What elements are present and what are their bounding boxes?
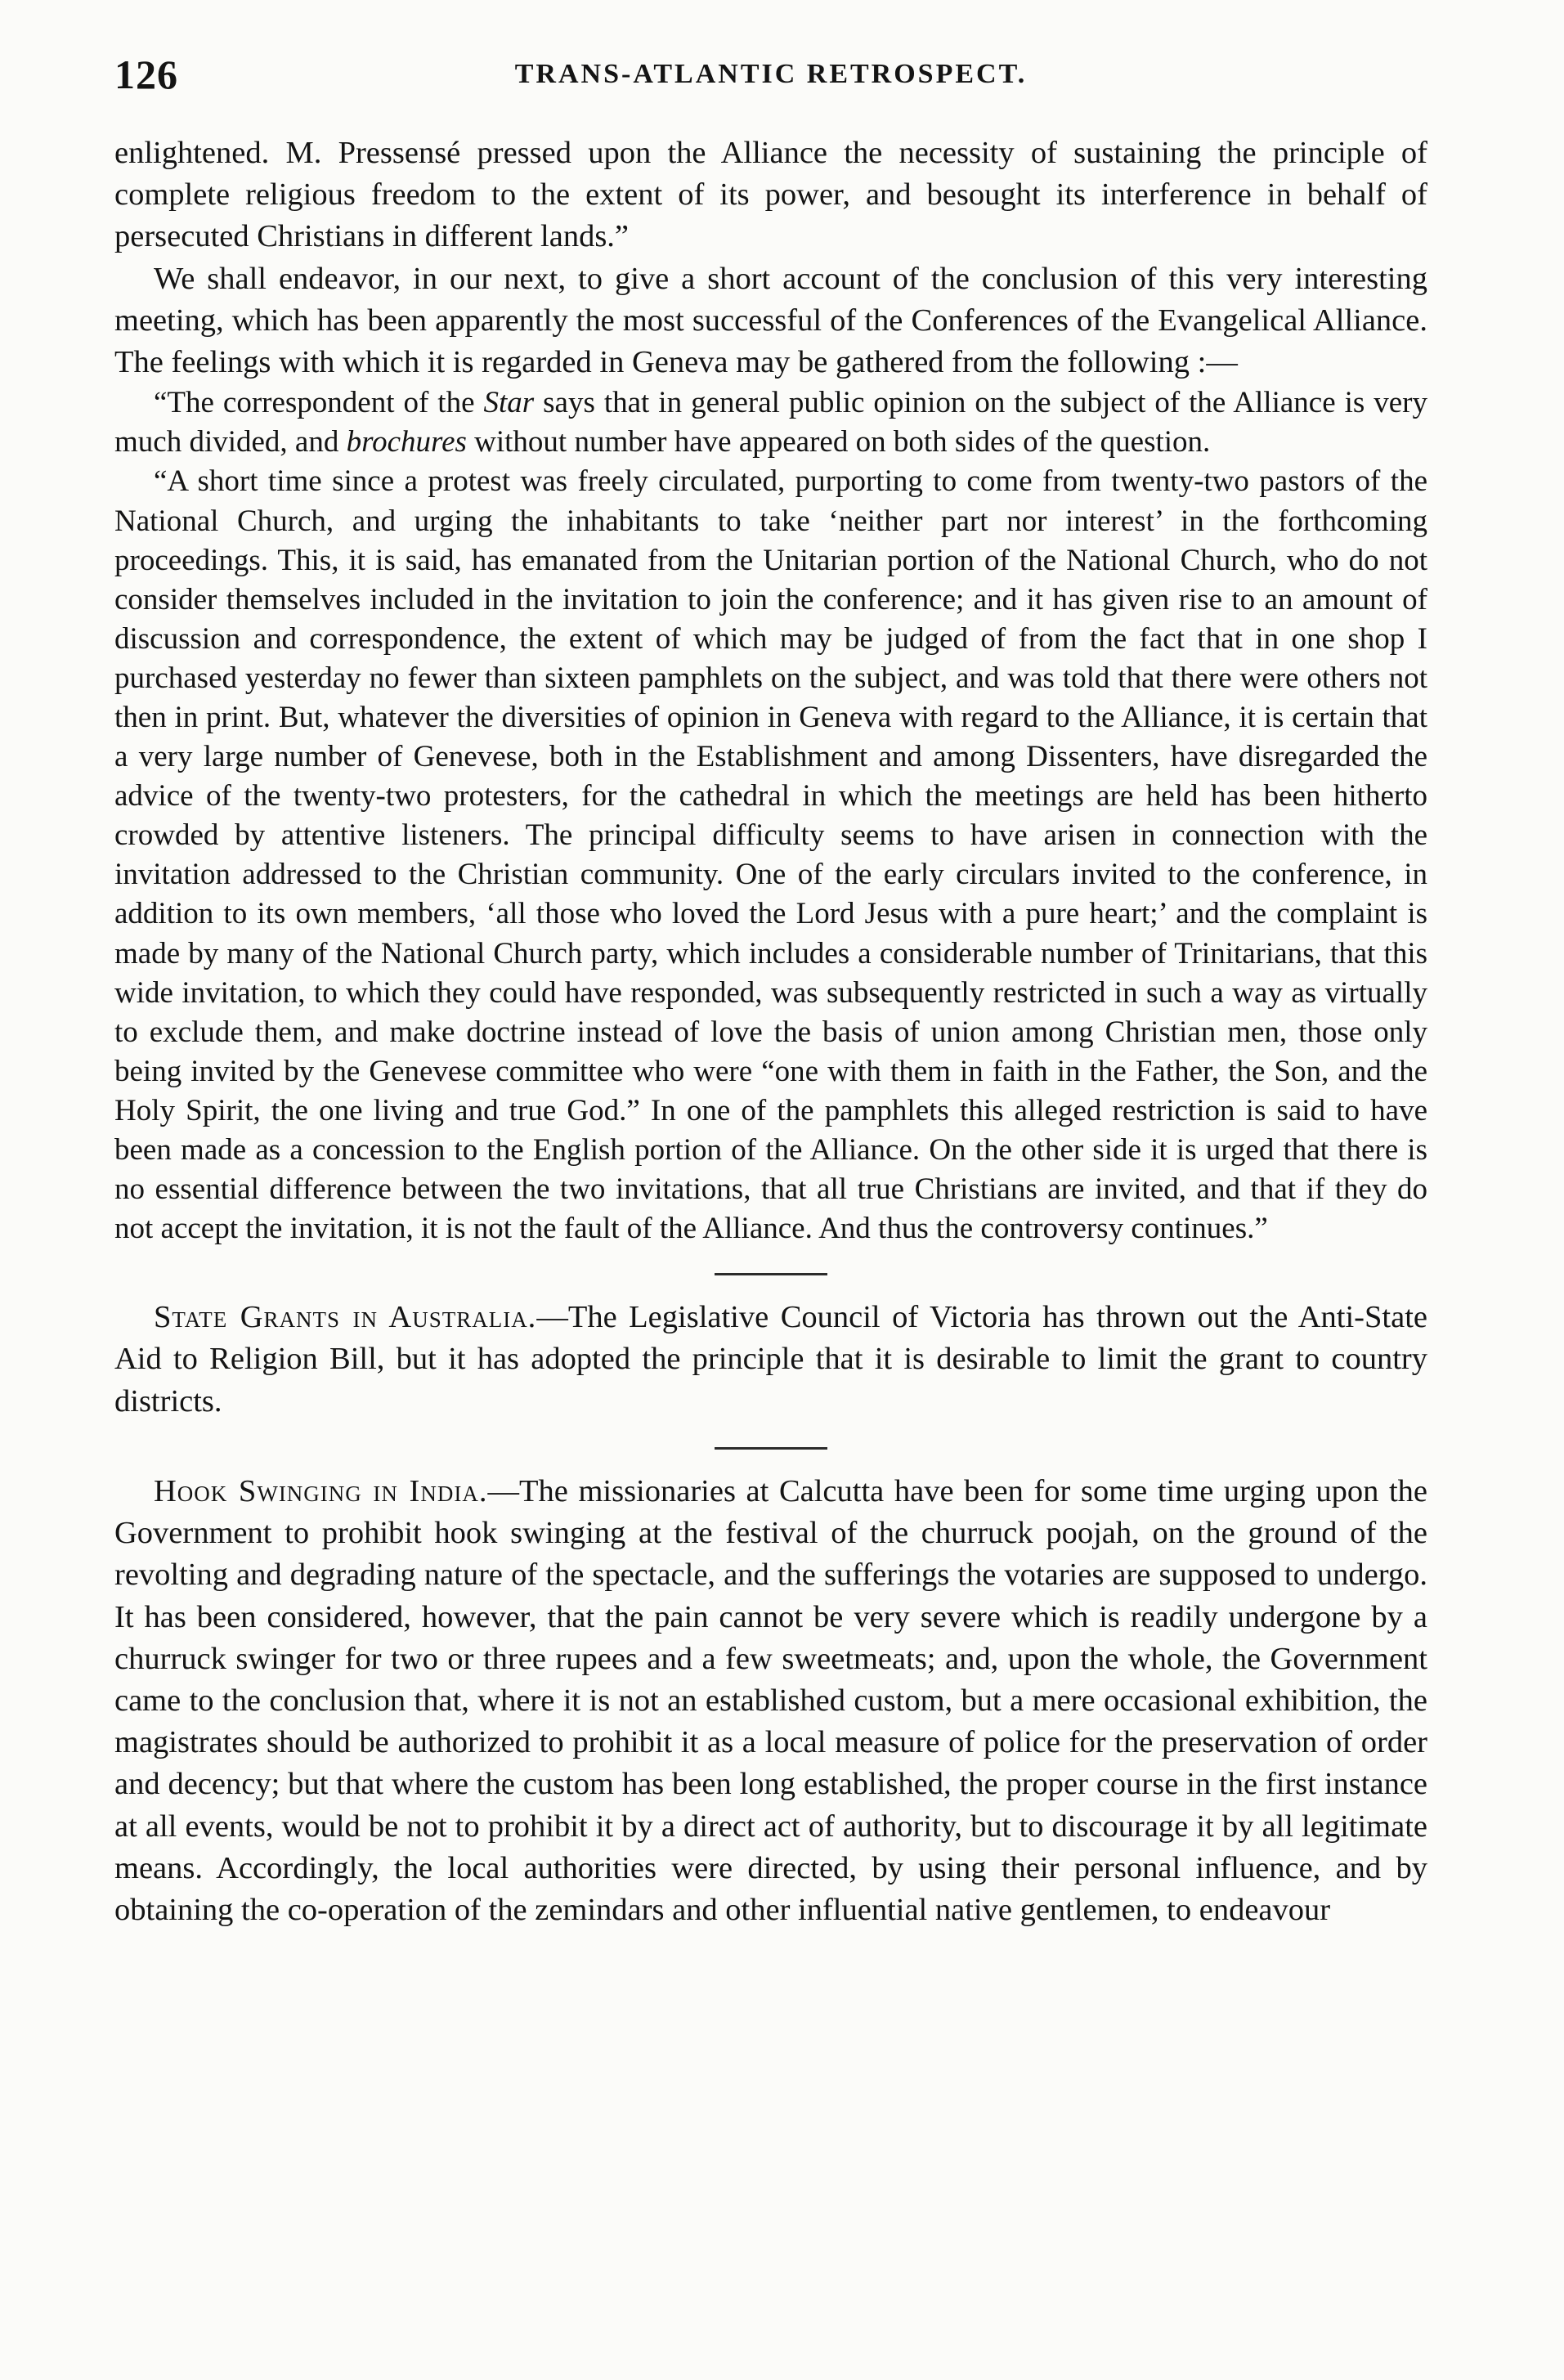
italic-term: brochures bbox=[346, 425, 467, 459]
page-body bbox=[114, 132, 1427, 1931]
running-head bbox=[114, 43, 1427, 100]
quote-protest: “A short time since a protest was freely circulated, purporting to come from twenty-two pastors of the National Church, and urging the inhabitants to take ‘neither part nor interest’ in the forthcoming proceedings. This, it is said, has emanated from the Unitarian portion of the National Church, who do not consider themselves included in the invitation to join the conference; and it has given rise to an amount of discussion and correspondence, the extent of which may be judged of from the fact that in one shop I purchased yesterday no fewer than sixteen pamphlets on the subject, and was told that there were others not then in print. But, whatever the diversities of opinion in Geneva with regard to the Alliance, it is certain that a very large number of Genevese, both in the Establishment and among Dissenters, have disregarded the advice of the twenty-two protesters, for the cathedral in which the meetings are held has been hitherto crowded by attentive listeners. The principal difficulty seems to have arisen in connection with the invitation addressed to the Christian community. One of the early circulars invited to the conference, in addition to its own members, ‘all those who loved the Lord Jesus with a pure heart;’ and the complaint is made by many of the National Church party, which includes a considerable number of Trinitarians, that this wide invitation, to which they could have responded, was subsequently restricted in such a way as virtually to exclude them, and make doctrine instead of love the basis of union among Christian men, those only being invited by the Genevese committee who were “one with them in faith in the Father, the Son, and the Holy Spirit, the one living and true God.” In one of the pamphlets this alleged restriction is said to have been made as a concession to the English portion of the Alliance. On the other side it is urged that there is no essential difference between the two invitations, that all true Christians are invited, and that if they do not accept the invitation, it is not the fault of the Alliance. And thus the controversy continues.” bbox=[114, 464, 1427, 1246]
paragraph-geneva-feelings: We shall endeavor, in our next, to give a short account of the conclusion of this very interesting meeting, which has been apparently the most successful of the Conferences of the Evangelical Alliance. The feelings with which it is regarded in Geneva may be gathered from the following :— bbox=[114, 261, 1427, 380]
section-divider bbox=[715, 1273, 827, 1275]
section-divider bbox=[715, 1447, 827, 1450]
quote-text: says that in general public opinion on the subject of the Alliance is very much divided, and bbox=[114, 386, 1427, 459]
section-heading: State Grants in Australia. bbox=[154, 1300, 537, 1335]
paragraph-alliance-conclusion: enlightened. M. Pressensé pressed upon the Alliance the necessity of sustaining the principle of complete religious freedom to the extent of its power, and besought its interference in behalf of persecuted Christians in different lands.” bbox=[114, 136, 1427, 254]
newspaper-title: Star bbox=[483, 386, 535, 420]
section-text: —The missionaries at Calcutta have been for some time urging upon the Government to prohibit hook swinging at the festival of the churruck poojah, on the ground of the revolting and degrading nature of the spectacle, and the sufferings the votaries are supposed to undergo. It has been considered, however, that the pain cannot be very severe which is readily undergone by a churruck swinger for two or three rupees and a few sweetmeats; and, upon the whole, the Government came to the conclusion that, where it is not an established custom, but a mere occasional exhibition, the magistrates should be authorized to prohibit it as a local measure of police for the preservation of order and decency; but that where the custom has been long established, the proper course in the first instance at all events, would be not to prohibit it by a direct act of authority, but to discourage it by all legitimate means. Accordingly, the local authorities were directed, by using their personal influence, and by obtaining the co-operation of the zemindars and other influential native gentlemen, to endeavour bbox=[114, 1473, 1428, 1927]
running-title: TRANS-ATLANTIC RETROSPECT. bbox=[514, 59, 1028, 89]
page-number: 126 bbox=[114, 52, 178, 97]
section-text: —The Legislative Council of Victoria has thrown out the Anti-State Aid to Religion Bill, but it has adopted the principle that it is desirable to limit the grant to country districts. bbox=[114, 1300, 1427, 1419]
quote-star-correspondent bbox=[114, 383, 1427, 462]
quote-text: without number have appeared on both sides of the question. bbox=[466, 425, 1211, 459]
quote-text: “The correspondent of the bbox=[154, 386, 484, 420]
section-hook-swinging-india bbox=[114, 1471, 1427, 1931]
section-state-grants-australia bbox=[114, 1297, 1427, 1423]
section-heading: Hook Swinging in India. bbox=[154, 1473, 488, 1508]
